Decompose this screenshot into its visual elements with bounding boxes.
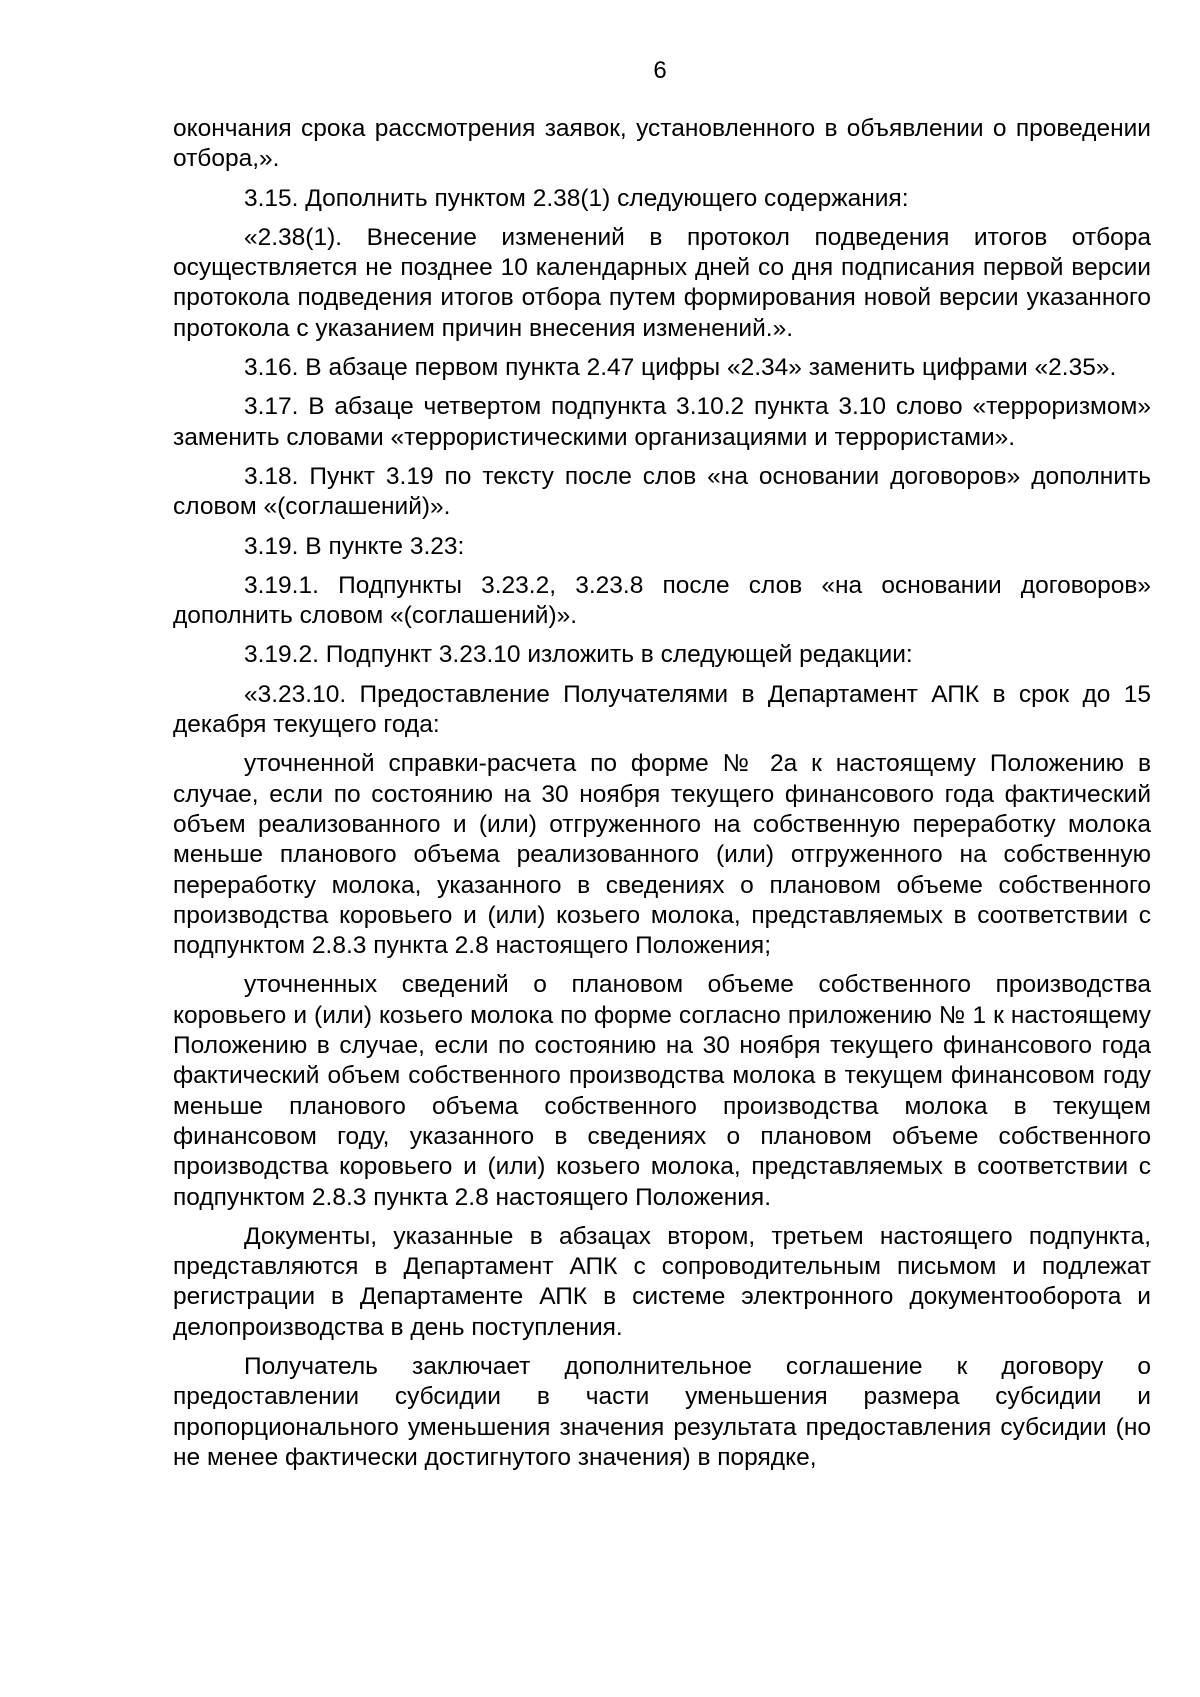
paragraph-3-19-2: 3.19.2. Подпункт 3.23.10 изложить в следующей редакции: xyxy=(244,641,913,669)
paragraph-refined-information: уточненных сведений о плановом объеме собственного производства коровьего и (или) козьего молока по форме согласно приложению № 1 к настоящему Положению в случае, если по состоянию на 30 ноября текущего финансового года фактический объем собственного производства молока в текущем финансовом году меньше планового объема собственного производства молока в текущем финансовом году, указанного в сведениях о плановом объеме собственного производства коровьего и (или) козьего молока, представляемых в соответствии с подпунктом 2.8.3 пункта 2.8 настоящего Положения. xyxy=(173,971,1151,1211)
paragraph-3-16: 3.16. В абзаце первом пункта 2.47 цифры «2.34» заменить цифрами «2.35». xyxy=(244,354,1117,382)
paragraph-recipient-agreement: Получатель заключает дополнительное соглашение к договору о предоставлении субсидии в части уменьшения размера субсидии и пропорционального уменьшения значения результата предоставления субсидии (но не менее фактически достигнутого значения) в порядке, xyxy=(173,1352,1151,1471)
paragraph-3-19: 3.19. В пункте 3.23: xyxy=(244,532,465,560)
page-number: 6 xyxy=(653,57,667,84)
paragraph-3-18: 3.18. Пункт 3.19 по тексту после слов «на основании договоров» дополнить словом «(соглашений)». xyxy=(173,462,1151,521)
paragraph-2-38-1: «2.38(1). Внесение изменений в протокол подведения итогов отбора осуществляется не позднее 10 календарных дней со дня подписания первой версии протокола подведения итогов отбора путем формирования новой версии указанного протокола с указанием причин внесения изменений.». xyxy=(173,223,1151,342)
document-body xyxy=(173,114,1151,1482)
paragraph-documents: Документы, указанные в абзацах втором, третьем настоящего подпункта, представляются в Департамент АПК с сопроводительным письмом и подлежат регистрации в Департаменте АПК в системе электронного документооборота и делопроизводства в день поступления. xyxy=(173,1222,1151,1341)
paragraph-3-23-10: «3.23.10. Предоставление Получателями в Департамент АПК в срок до 15 декабря текущего года: xyxy=(173,680,1151,739)
paragraph-3-17: 3.17. В абзаце четвертом подпункта 3.10.2 пункта 3.10 слово «терроризмом» заменить словами «террористическими организациями и террористами». xyxy=(173,393,1151,451)
paragraph-3-15: 3.15. Дополнить пунктом 2.38(1) следующего содержания: xyxy=(244,184,909,212)
paragraph-3-19-1: 3.19.1. Подпункты 3.23.2, 3.23.8 после слов «на основании договоров» дополнить словом «(соглашений)». xyxy=(173,571,1151,630)
paragraph-continuation: окончания срока рассмотрения заявок, установленного в объявлении о проведении отбора,». xyxy=(173,115,1151,173)
paragraph-refined-calculation: уточненной справки-расчета по форме № 2а к настоящему Положению в случае, если по состоянию на 30 ноября текущего финансового года фактический объем реализованного и (или) отгруженного на собственную переработку молока меньше планового объема реализованного (или) отгруженного на собственную переработку молока, указанного в сведениях о плановом объеме собственного производства коровьего и (или) козьего молока, представляемых в соответствии с подпунктом 2.8.3 пункта 2.8 настоящего Положения; xyxy=(173,750,1151,960)
